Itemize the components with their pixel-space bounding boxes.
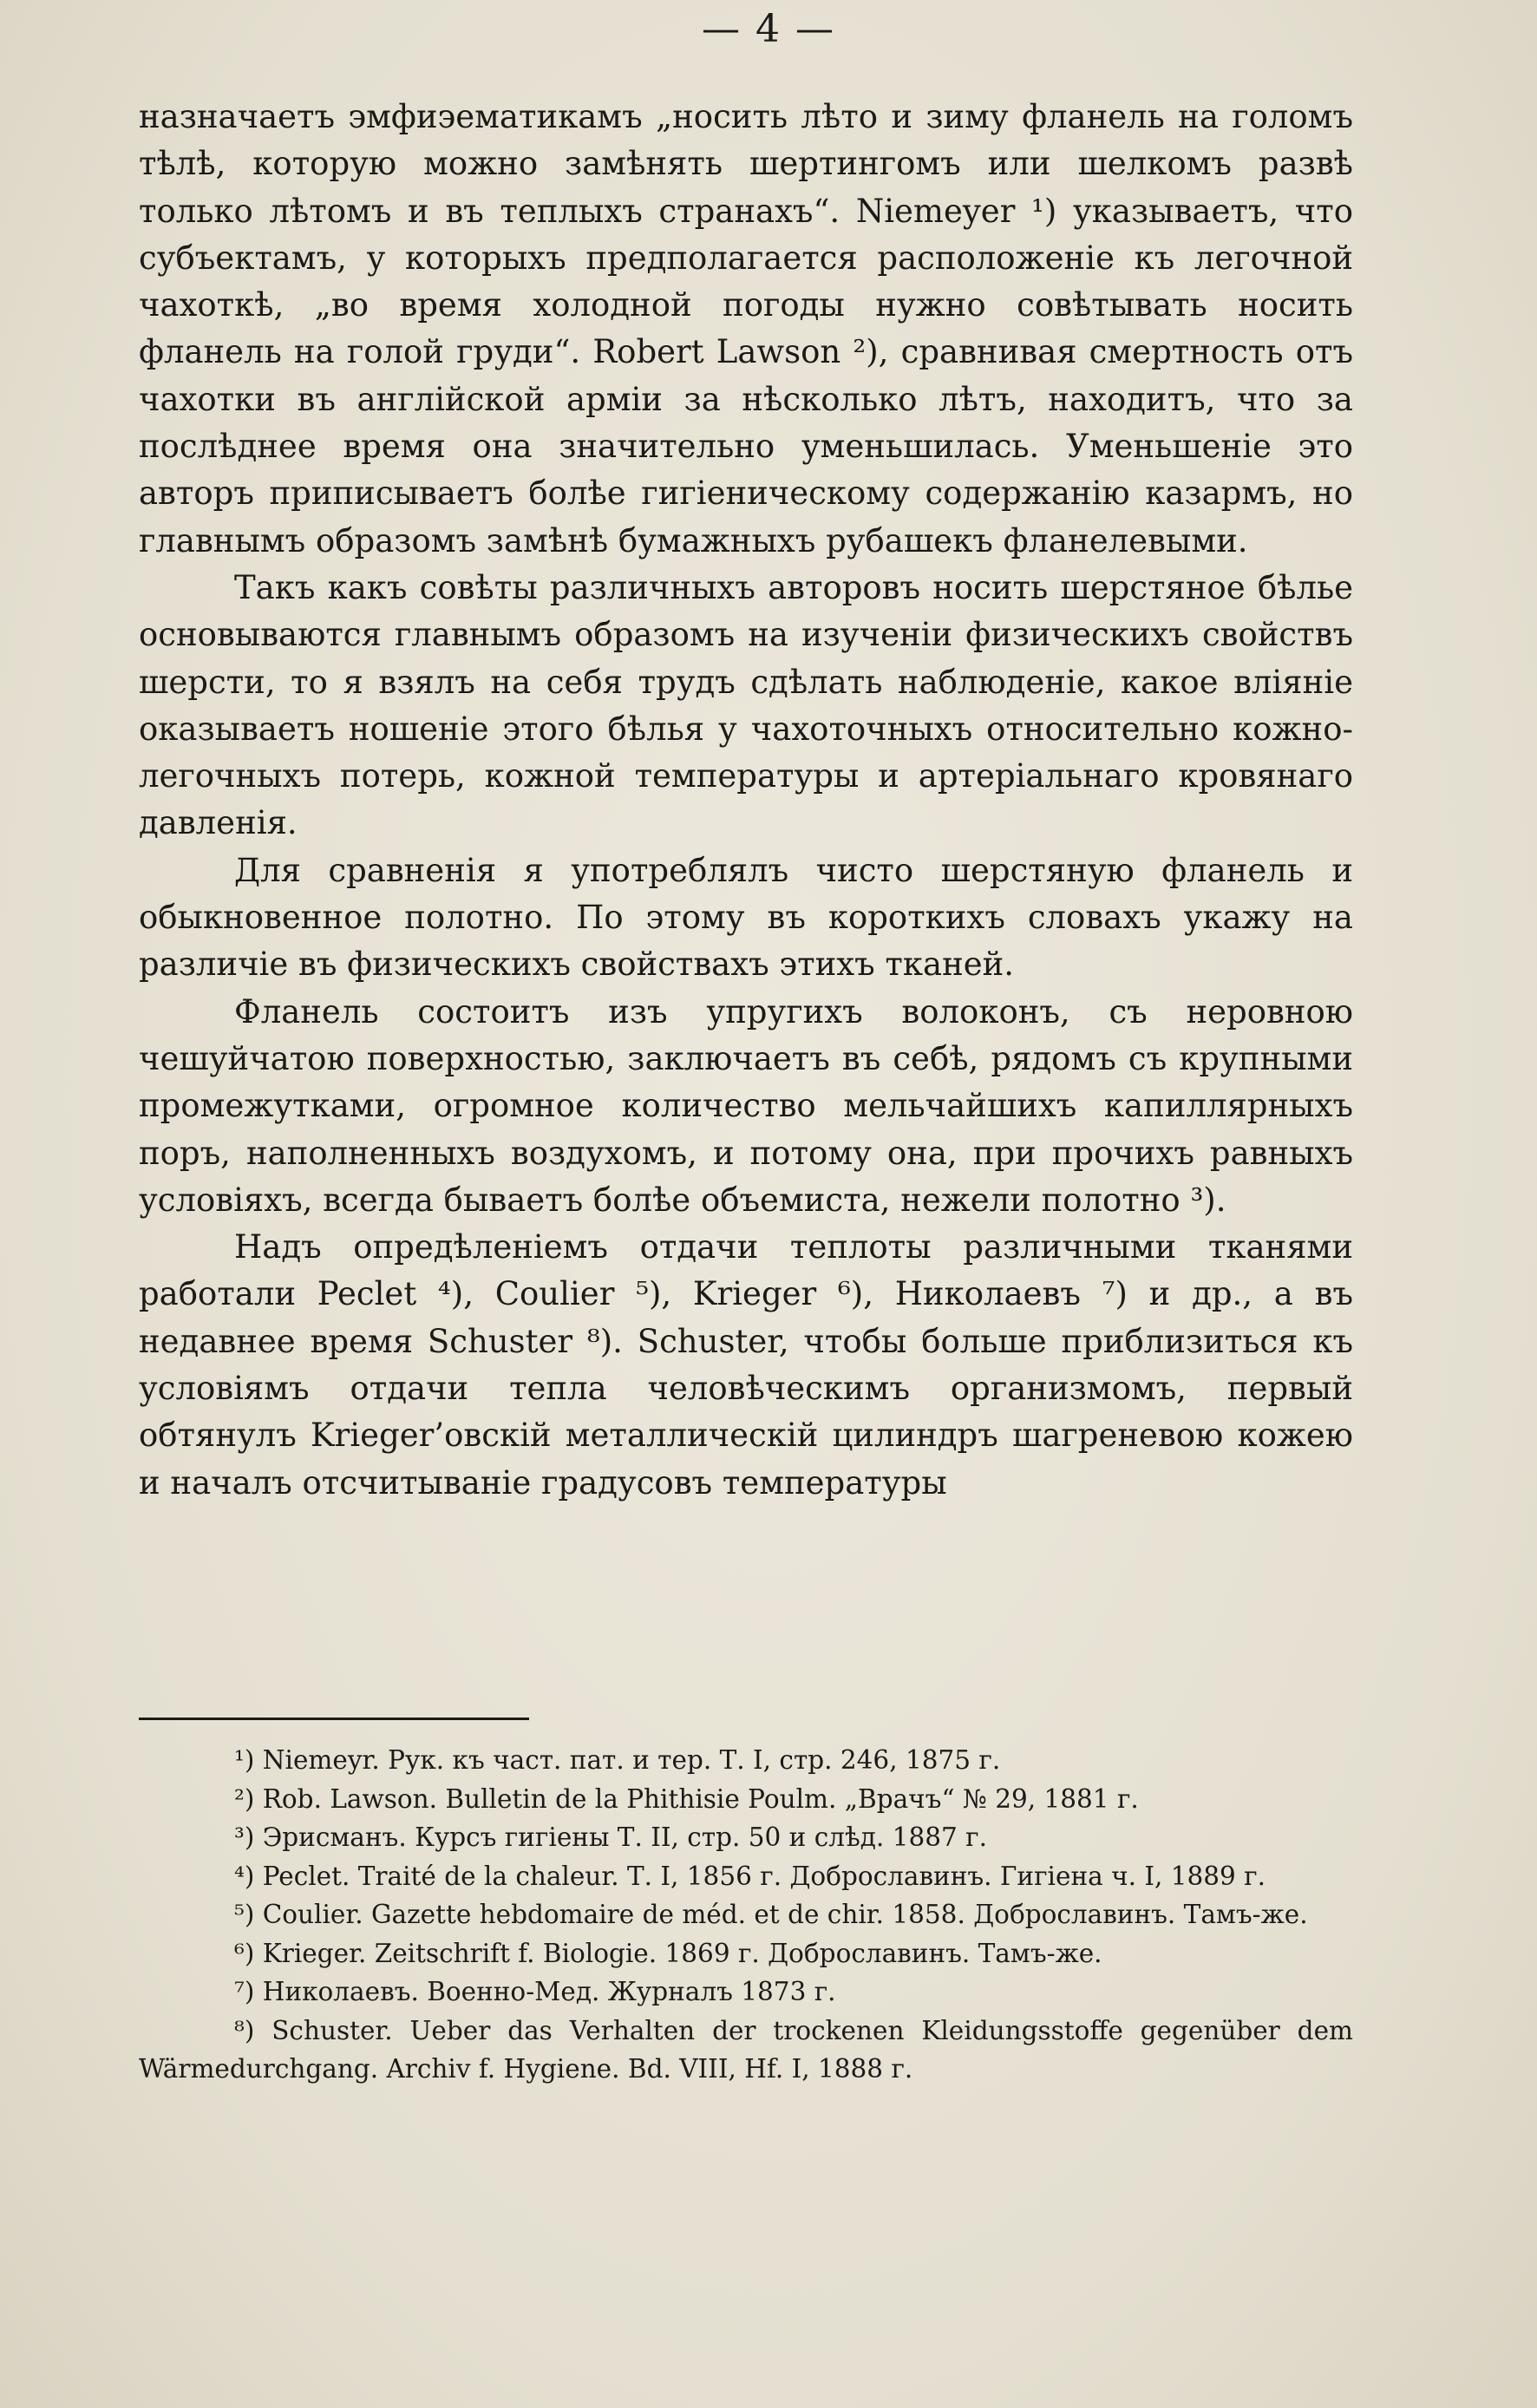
paragraph-5: Надъ опредѣленіемъ отдачи теплоты различными тканями работали Peclet ⁴), Coulier ⁵), Krieger ⁶), Николаевъ ⁷) и др., а въ недавнее время Schuster ⁸). Schuster, чтобы больше приблизиться къ условіямъ отдачи тепла человѣческимъ организмомъ, первый обтянулъ Krieger’овскій металлическій цилиндръ шагреневою кожею и началъ отсчитываніе градусовъ температуры [139,1228,1353,1502]
footnote-1: ¹) Niemeyr. Рук. къ част. пат. и тер. Т. I, стр. 246, 1875 г. [234,1745,1001,1775]
footnote-3: ³) Эрисманъ. Курсъ гигіены Т. II, стр. 50 и слѣд. 1887 г. [234,1822,987,1852]
footnote-7: ⁷) Николаевъ. Военно-Мед. Журналъ 1873 г. [234,1977,836,2006]
footnote-2: ²) Rob. Lawson. Bulletin de la Phithisie Poulm. „Врачъ“ № 29, 1881 г. [234,1783,1139,1814]
footnote-8: ⁸) Schuster. Ueber das Verhalten der trockenen Kleidungsstoffe gegenüber dem Wärmedurchgang. Archiv f. Hygiene. Bd. VIII, Hf. I, 1888 г. [139,2015,1353,2084]
footnotes [139,1741,1353,2089]
footnote-6: ⁶) Krieger. Zeitschrift f. Biologie. 1869 г. Доброславинъ. Тамъ-же. [234,1938,1102,1968]
main-text [139,94,1353,1507]
footnote-divider [139,1718,529,1720]
paragraph-3: Для сравненія я употреблялъ чисто шерстяную фланель и обыкновенное полотно. По этому въ короткихъ словахъ укажу на различіе въ физическихъ свойствахъ этихъ тканей. [139,851,1353,984]
footnote-5: ⁵) Coulier. Gazette hebdomaire de méd. et de chir. 1858. Доброславинъ. Тамъ-же. [234,1900,1308,1929]
footnote-4: ⁴) Peclet. Traité de la chaleur. Т. I, 1856 г. Доброславинъ. Гигіена ч. I, 1889 г. [234,1861,1266,1891]
paragraph-4: Фланель состоитъ изъ упругихъ волоконъ, съ неровною чешуйчатою поверхностью, заключаетъ въ себѣ, рядомъ съ крупными промежутками, огромное количество мельчайшихъ капиллярныхъ поръ, наполненныхъ воздухомъ, и потому она, при прочихъ равныхъ условіяхъ, всегда бываетъ болѣе объемиста, нежели полотно ³). [139,992,1353,1219]
paragraph-1: назначаетъ эмфиэематикамъ „носить лѣто и зиму фланель на голомъ тѣлѣ, которую можно замѣнять шертингомъ или шелкомъ развѣ только лѣтомъ и въ теплыхъ странахъ“. Niemeyer ¹) указываетъ, что субъектамъ, у которыхъ предполагается расположеніе къ легочной чахоткѣ, „во время холодной погоды нужно совѣтывать носить фланель на голой груди“. Robert Lawson ²), сравнивая смертность отъ чахотки въ англійской арміи за нѣсколько лѣтъ, находитъ, что за послѣднее время она значительно уменьшилась. Уменьшеніе это авторъ приписываетъ болѣе гигіеническому содержанію казармъ, но главнымъ образомъ замѣнѣ бумажныхъ рубашекъ фланелевыми. [139,98,1353,559]
paragraph-2: Такъ какъ совѣты различныхъ авторовъ носить шерстяное бѣлье основываются главнымъ образомъ на изученіи физическихъ свойствъ шерсти, то я взялъ на себя трудъ сдѣлать наблюденіе, какое вліяніе оказываетъ ношеніе этого бѣлья у чахоточныхъ относительно кожно-легочныхъ потерь, кожной температуры и артеріальнаго кровянаго давленія. [139,568,1353,842]
page-number: — 4 — [702,7,835,51]
